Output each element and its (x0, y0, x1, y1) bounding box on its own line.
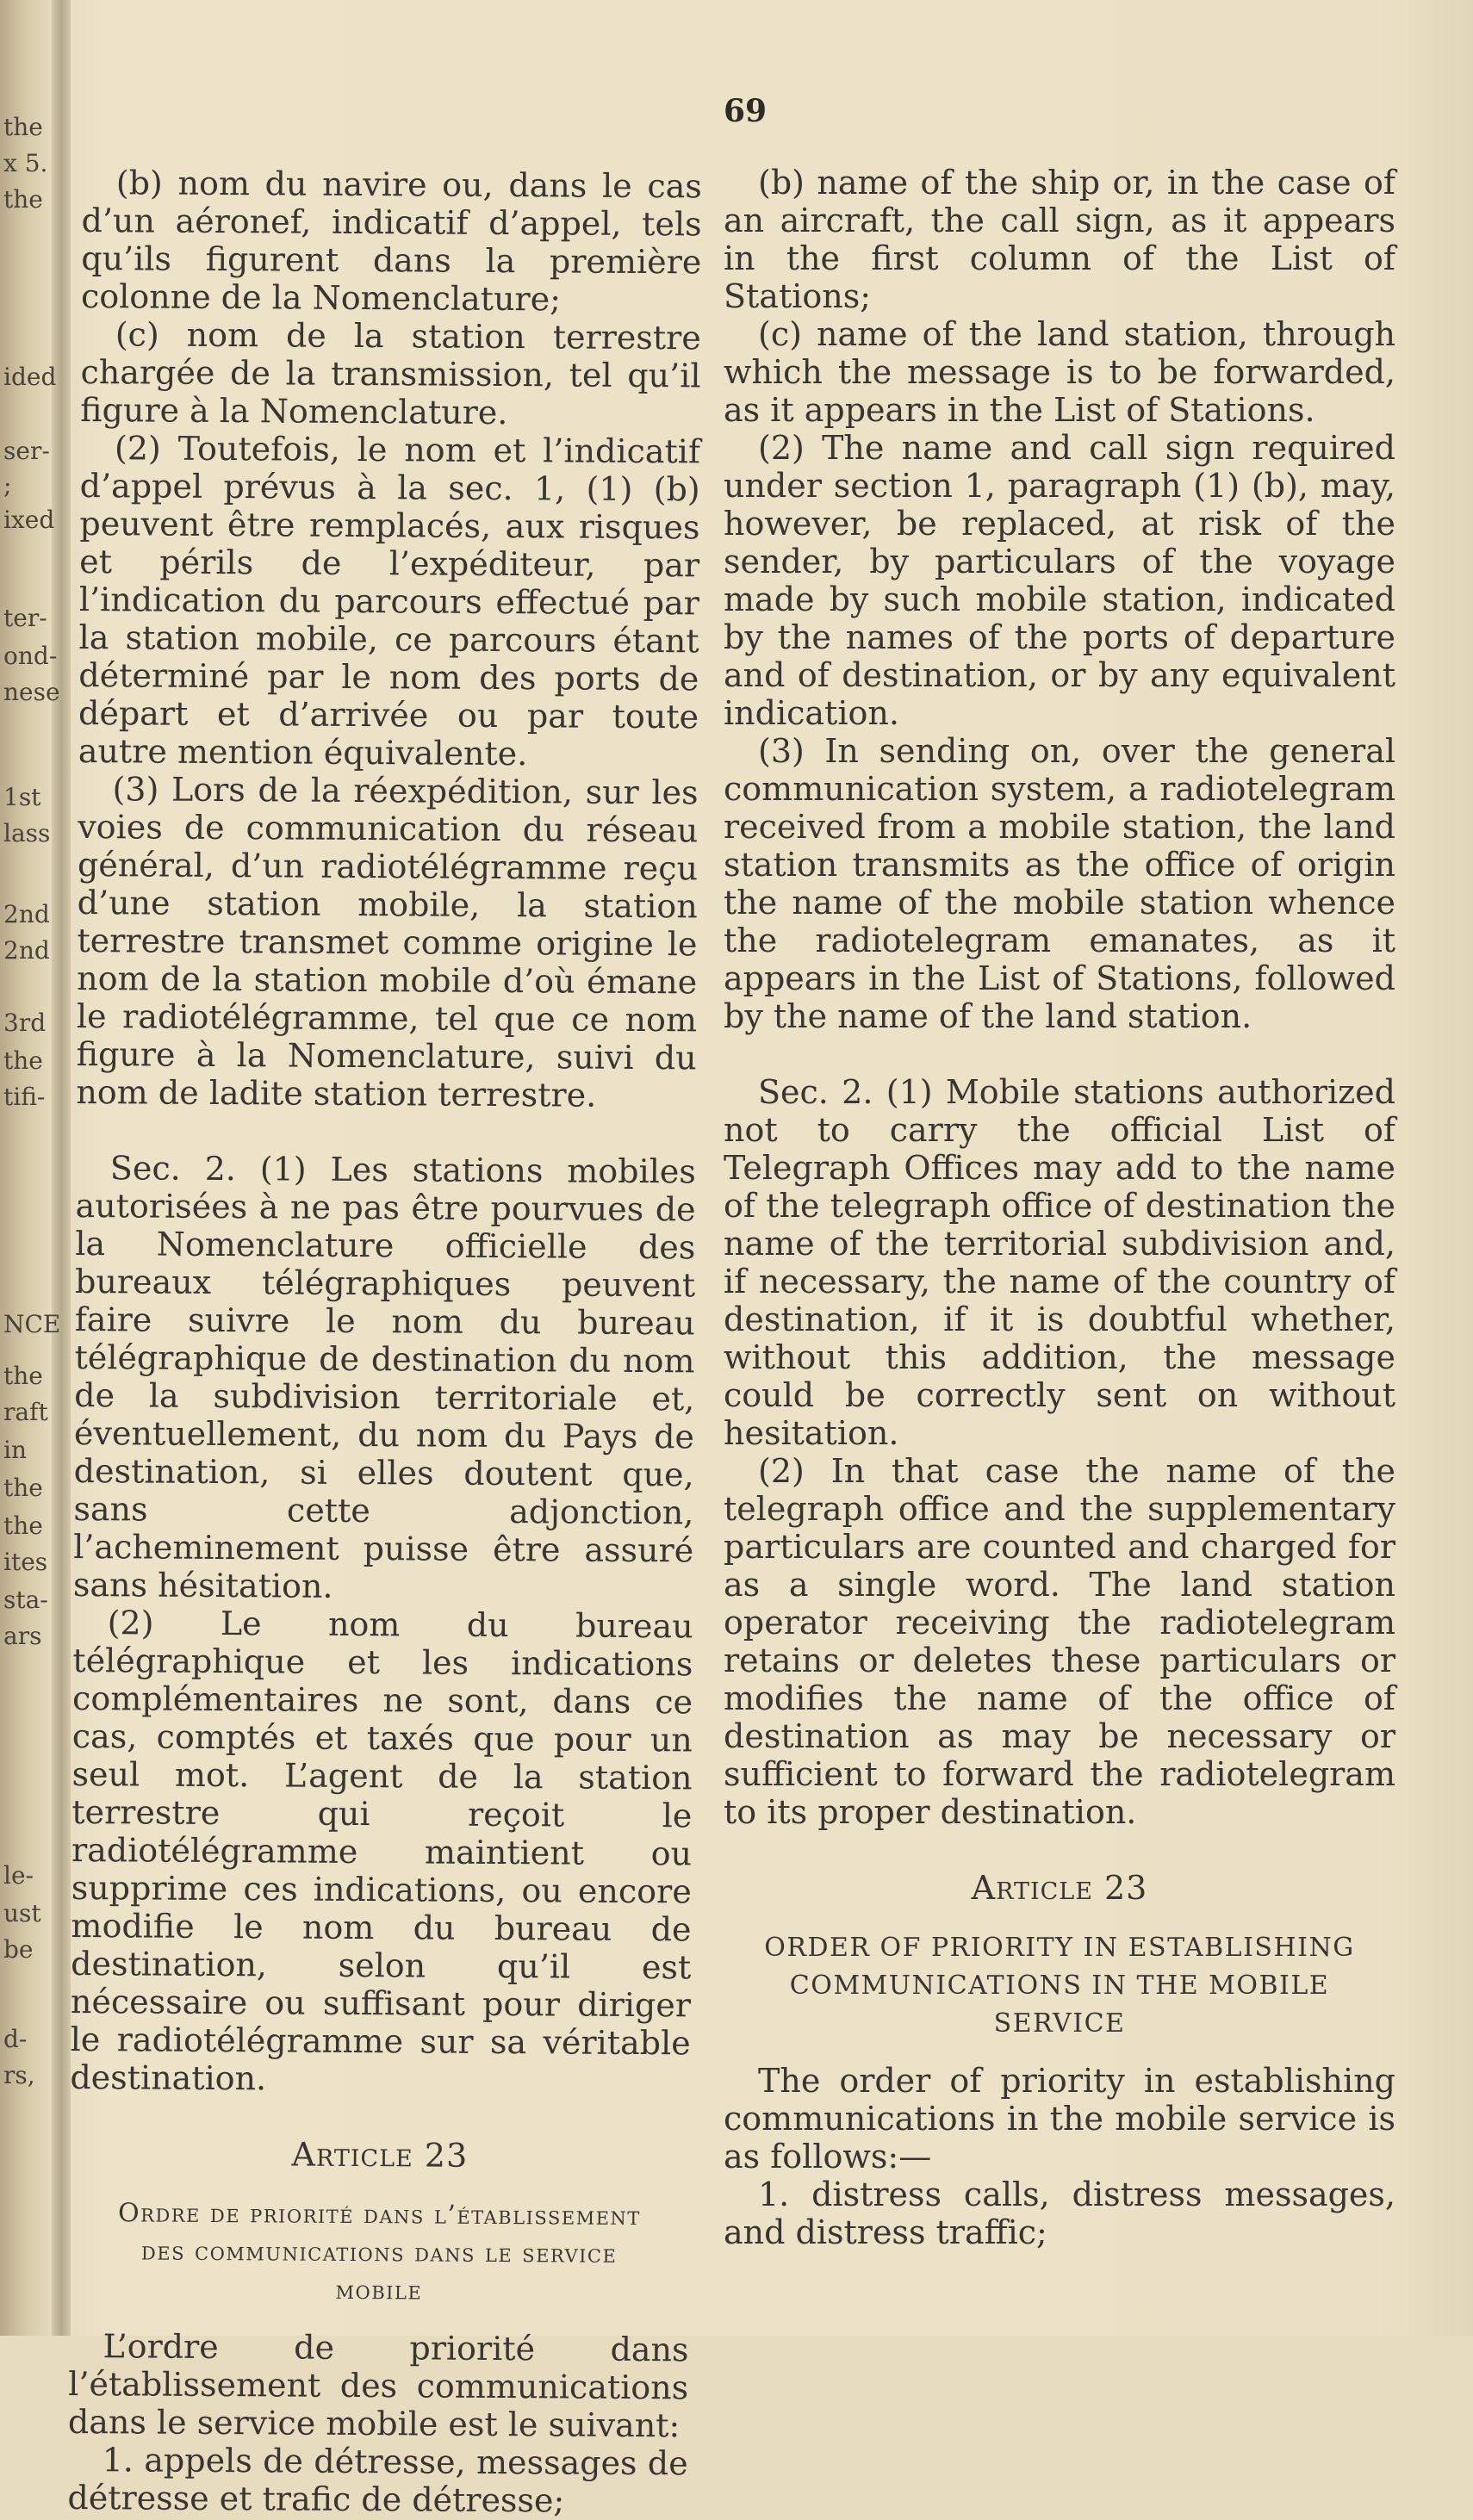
margin-fragment: the (3, 1046, 43, 1075)
french-paragraph: 1. appels de détresse, messages de détresse et trafic de détresse; (67, 2441, 688, 2520)
margin-fragment: be (3, 1935, 34, 1964)
english-paragraph: (b) name of the ship or, in the case of an aircraft, the call sign, as it appears in the first column of the List of Stations; (724, 164, 1395, 315)
english-paragraph: (3) In sending on, over the general communication system, a radiotelegram received from a mobile station, the land station transmits as the office of origin the name of the mobile station whence the radiotelegram emanates, as it appears in the List of Stations, followed by the name of the land station. (724, 732, 1395, 1035)
english-paragraph: (2) In that case the name of the telegraph office and the supplementary particulars are counted and charged for as a single word. The land station operator receiving the radiotelegram retains or deletes these particulars or modifies the name of the office of destination as may be necessary or sufficient to forward the radiotelegram to its proper destination. (724, 1452, 1395, 1831)
section-gap (76, 1111, 696, 1152)
english-article-subtitle: ORDER OF PRIORITY IN ESTABLISHING COMMUNICATIONS IN THE MOBILE SERVICE (764, 1933, 1355, 2039)
french-paragraph: (3) Lors de la réexpédition, sur les voies de communication du réseau général, d’un radiotélégramme reçu d’une station mobile, la station terrestre transmet comme origine le nom de la station mobile d’où émane le radiotélégramme, tel que ce nom figure à la Nomenclature, suivi du nom de ladite station terrestre. (76, 770, 699, 1114)
french-paragraph: (b) nom du navire ou, dans le cas d’un aéronef, indicatif d’appel, tels qu’ils figurent dans la première colonne de la Nomenclature; (80, 164, 702, 319)
english-paragraph: The order of priority in establishing communications in the mobile service is as follows:— (724, 2062, 1395, 2176)
english-paragraph: 1. distress calls, distress messages, and distress traffic; (724, 2176, 1395, 2251)
margin-fragment: ser- (3, 437, 50, 465)
previous-page-margin-fragments (0, 95, 61, 2162)
french-paragraph: Sec. 2. (1) Les stations mobiles autorisées à ne pas être pourvues de la Nomenclature officielle des bureaux télégraphiques peuvent faire suivre le nom du bureau télégraphique de destination du nom de la subdivision territoriale et, éventuellement, du nom du Pays de destination, si elles doutent que, sans cette adjonction, l’acheminement puisse être assuré sans hésitation. (72, 1149, 696, 1605)
french-article-subtitle: Ordre de priorité dans l’établissement des communications dans le service mobile (117, 2198, 641, 2306)
margin-fragment: raft (3, 1398, 48, 1426)
french-paragraph: (2) Le nom du bureau télégraphique et les indications complémentaires ne sont, dans ce cas, comptés et taxés que pour un seul mot. L’agent de la station terrestre qui reçoit le radiotélégramme maintient ou supprime ces indications, ou encore modifie le nom du bureau de destination, selon qu’il est nécessaire ou suffisant pour diriger le radiotélégramme sur sa véritable destination. (70, 1604, 693, 2098)
margin-fragment: ixed (3, 506, 55, 534)
margin-fragment: the (3, 1511, 43, 1540)
margin-fragment: NCE (3, 1310, 61, 1338)
english-paragraph: (2) The name and call sign required under section 1, paragraph (1) (b), may, however, be replaced, at risk of the sender, by particulars of the voyage made by such mobile station, indicated by the names of the ports of departure and of destination, or by any equivalent indication. (724, 429, 1395, 732)
margin-fragment: ites (3, 1548, 48, 1576)
margin-fragment: 1st (3, 783, 41, 811)
margin-fragment: the (3, 113, 43, 141)
french-paragraph: L’ordre de priorité dans l’établissement des communications dans le service mobile est le suivant: (67, 2327, 689, 2445)
margin-fragment: the (3, 1362, 43, 1390)
margin-fragment: lass (3, 819, 51, 847)
margin-fragment: ter- (3, 604, 47, 632)
margin-fragment: sta- (3, 1586, 48, 1614)
french-article-title: Article 23 (291, 2135, 469, 2175)
section-gap (724, 1035, 1395, 1073)
margin-fragment: le- (3, 1861, 34, 1890)
margin-fragment: 3rd (3, 1009, 47, 1037)
margin-fragment: ars (3, 1622, 42, 1650)
margin-fragment: x 5. (3, 149, 48, 177)
margin-fragment: ided (3, 363, 57, 391)
margin-fragment: nese (3, 678, 60, 706)
margin-fragment: d- (3, 2025, 28, 2053)
english-paragraph: Sec. 2. (1) Mobile stations authorized not to carry the official List of Telegraph Offices may add to the name of the telegraph office of destination the name of the territorial subdivision and, if necessary, the name of the country of destination, if it is doubtful whether, without this addition, the message could be correctly sent on without hesitation. (724, 1073, 1395, 1452)
page-number: 69 (723, 93, 768, 129)
french-paragraph: (c) nom de la station terrestre chargée de la transmission, tel qu’il figure à la Nomenclature. (80, 315, 701, 432)
english-article-title: Article 23 (971, 1869, 1148, 1907)
margin-fragment: ond- (3, 642, 58, 670)
margin-fragment: tifi- (3, 1083, 46, 1111)
margin-fragment: ; (3, 471, 12, 500)
margin-fragment: ust (3, 1899, 41, 1927)
margin-fragment: rs, (3, 2061, 35, 2089)
margin-fragment: 2nd (3, 900, 50, 928)
margin-fragment: the (3, 1474, 43, 1502)
french-column (67, 164, 702, 2520)
english-column (724, 164, 1395, 2251)
english-paragraph: (c) name of the land station, through which the message is to be forwarded, as it appears in the List of Stations. (724, 315, 1395, 429)
margin-fragment: 2nd (3, 936, 50, 965)
margin-fragment: the (3, 185, 43, 214)
french-paragraph: (2) Toutefois, le nom et l’indicatif d’appel prévus à la sec. 1, (1) (b) peuvent être remplacés, aux risques et périls de l’expéditeur, par l’indication du parcours effectué par la station mobile, ce parcours étant déterminé par le nom des ports de départ et d’arrivée ou par toute autre mention équivalente. (78, 429, 701, 773)
book-gutter-shadow (52, 0, 71, 2336)
margin-fragment: in (3, 1436, 27, 1464)
